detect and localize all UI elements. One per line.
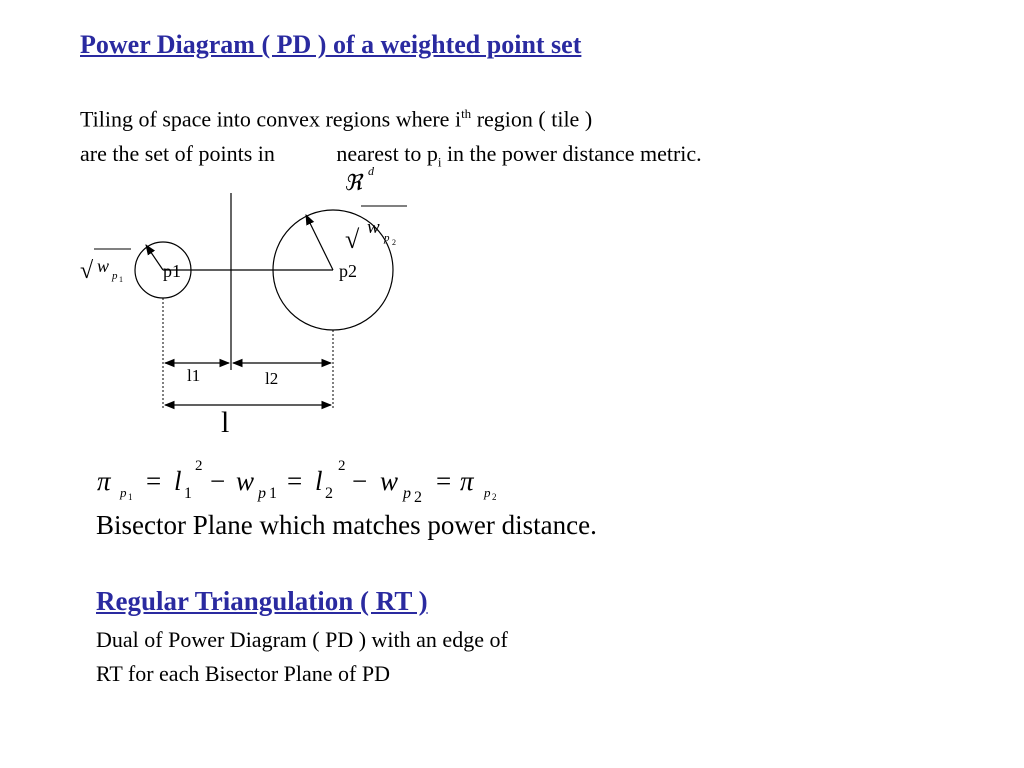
svg-text:2: 2 [492, 492, 497, 502]
svg-text:π: π [97, 466, 111, 496]
svg-text:w: w [97, 256, 110, 276]
svg-text:=: = [287, 466, 303, 496]
rt-heading: Regular Triangulation ( RT ) [96, 586, 428, 616]
svg-text:w: w [367, 217, 380, 238]
rt-description-line-1: Dual of Power Diagram ( PD ) with an edge of [96, 627, 508, 652]
svg-text:w: w [380, 466, 399, 496]
svg-text:1: 1 [269, 485, 277, 502]
rt-description-line-2: RT for each Bisector Plane of PD [96, 661, 390, 686]
svg-text:p: p [384, 232, 390, 244]
svg-text:1: 1 [184, 485, 192, 502]
svg-text:p: p [120, 485, 127, 500]
bisector-caption: Bisector Plane which matches power distance. [96, 510, 597, 540]
svg-text:−: − [352, 466, 368, 496]
space-symbol: ℜ [344, 170, 362, 195]
svg-text:1: 1 [119, 275, 123, 284]
svg-text:1: 1 [128, 492, 133, 502]
svg-text:l: l [174, 466, 182, 496]
p2-label: p2 [339, 261, 357, 281]
svg-text:2: 2 [325, 485, 333, 502]
svg-text:=: = [436, 466, 452, 496]
svg-text:l: l [315, 466, 323, 496]
l1-label: l1 [187, 366, 201, 385]
svg-text:=: = [146, 466, 162, 496]
svg-text:p: p [403, 485, 411, 502]
svg-text:2: 2 [414, 489, 422, 506]
svg-text:2: 2 [195, 458, 203, 474]
svg-text:√: √ [345, 225, 360, 254]
space-exponent: d [368, 164, 374, 178]
svg-text:p: p [484, 485, 491, 500]
svg-text:2: 2 [338, 458, 346, 474]
svg-text:π: π [460, 466, 474, 496]
power-distance-equation [97, 458, 497, 506]
svg-text:p: p [258, 485, 266, 502]
svg-text:2: 2 [392, 238, 396, 247]
definition-line-1: Tiling of space into convex regions where $i^{th}$ region ( tile ) [80, 106, 593, 132]
l-label: l [221, 406, 230, 439]
sqrt-w-p2-label [345, 206, 407, 254]
svg-text:√: √ [80, 258, 94, 284]
l2-label: l2 [265, 369, 279, 388]
svg-text:p: p [112, 270, 118, 282]
p1-label: p1 [163, 261, 181, 281]
radius-arrow-p2 [306, 215, 333, 270]
svg-text:w: w [236, 466, 255, 496]
page-title: Power Diagram ( PD ) of a weighted point set [80, 30, 582, 59]
svg-text:−: − [210, 466, 226, 496]
definition-line-2: are the set of points in nearest to $p_i$ in the power distance metric. [80, 141, 702, 170]
radius-arrow-p1 [146, 245, 163, 270]
sqrt-w-p1-label [80, 249, 131, 284]
